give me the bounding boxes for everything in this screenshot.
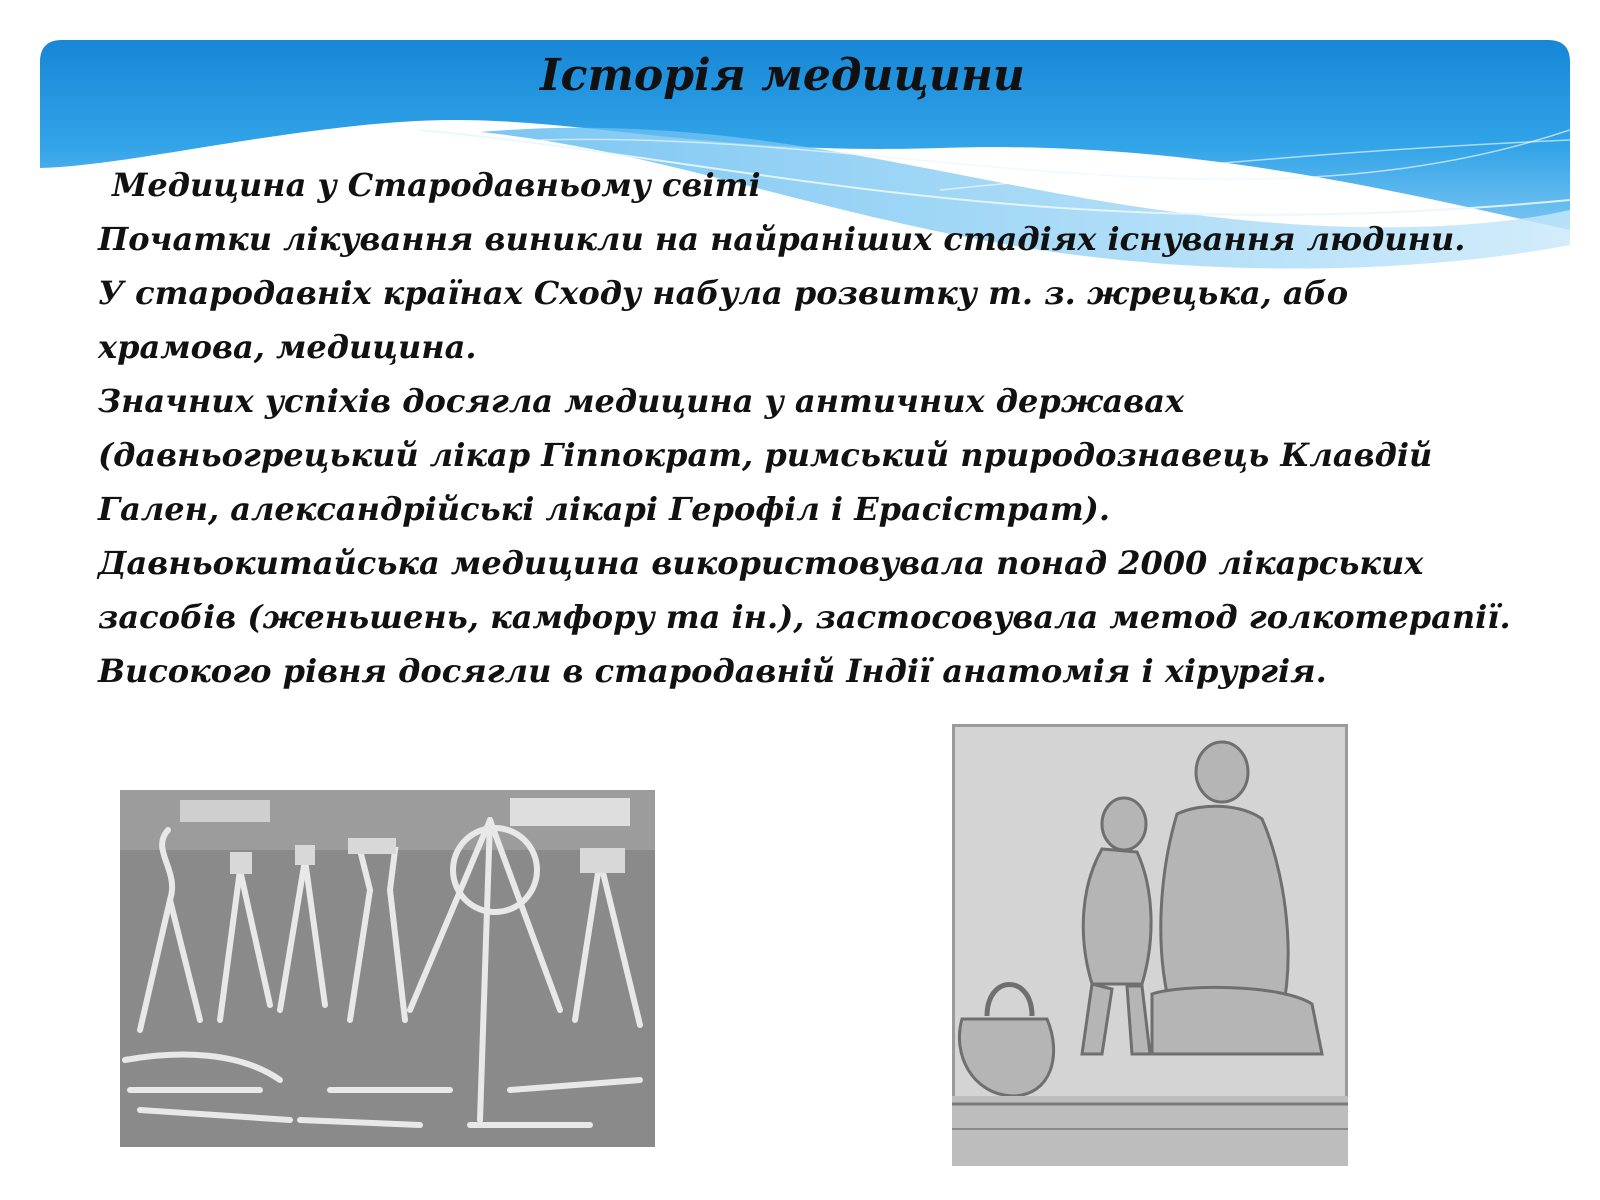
body-line: засобів (женьшень, камфору та ін.), застосовувала метод голкотерапії. — [98, 598, 1511, 636]
body-line: храмова, медицина. — [98, 328, 477, 366]
body-line: У стародавніх країнах Сходу набула розвитку т. з. жрецька, або — [98, 274, 1349, 312]
body-line: Початки лікування виникли на найраніших стадіях існування людини. — [98, 220, 1466, 258]
surgical-instruments-photo — [120, 790, 655, 1147]
body-line: Давньокитайська медицина використовувала понад 2000 лікарських — [98, 544, 1424, 582]
section-subheading: Медицина у Стародавньому світі — [112, 166, 761, 204]
body-line: Значних успіхів досягла медицина у античних державах — [98, 382, 1185, 420]
slide-title: Історія медицини — [540, 50, 1025, 101]
body-line: Гален, александрійські лікарі Герофіл і Ерасістрат). — [98, 490, 1110, 528]
slide-body-text — [98, 158, 1558, 698]
body-line: Високого рівня досягли в стародавній Індії анатомія і хірургія. — [98, 652, 1327, 690]
body-line: (давньогрецький лікар Гіппократ, римський природознавець Клавдій — [98, 436, 1433, 474]
ancient-relief-photo — [952, 724, 1348, 1166]
